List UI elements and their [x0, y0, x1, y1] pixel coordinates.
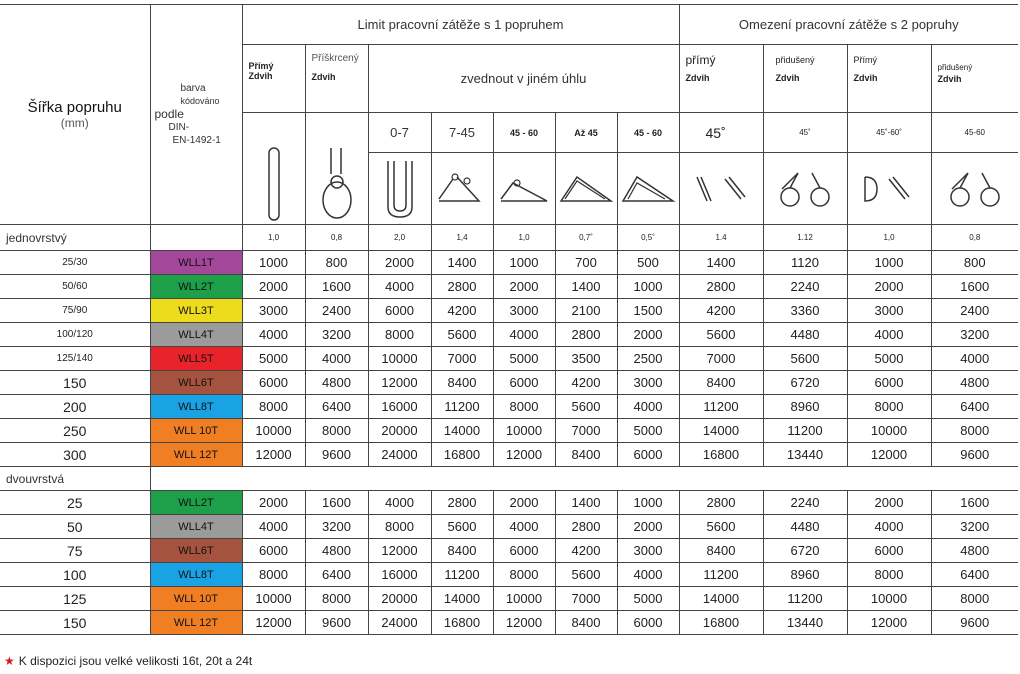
value-cell: 6000 [847, 539, 931, 563]
value-cell: 12000 [368, 539, 431, 563]
value-cell: 5600 [679, 515, 763, 539]
value-cell: 1600 [931, 491, 1018, 515]
value-cell: 7000 [431, 347, 493, 371]
value-cell: 6400 [305, 563, 368, 587]
value-cell: 5000 [617, 419, 679, 443]
color-label-5: EN-1492-1 [172, 135, 221, 146]
value-cell: 8000 [493, 563, 555, 587]
value-cell: 16800 [679, 611, 763, 635]
value-cell: 4000 [931, 347, 1018, 371]
value-cell: 2400 [305, 299, 368, 323]
value-cell: 2000 [242, 491, 305, 515]
g2-angle-1: 45˚ [763, 113, 847, 153]
factor-cell: 1.4 [679, 225, 763, 251]
value-cell: 6720 [763, 371, 847, 395]
color-label-4: DIN- [168, 122, 190, 133]
color-code-cell: WLL6T [150, 371, 242, 395]
value-cell: 4000 [368, 491, 431, 515]
value-cell: 1000 [617, 275, 679, 299]
color-code-cell: WLL 10T [150, 419, 242, 443]
table-row [0, 275, 1018, 299]
value-cell: 500 [617, 251, 679, 275]
value-cell: 3000 [242, 299, 305, 323]
table-row [0, 395, 1018, 419]
value-cell: 7000 [555, 587, 617, 611]
factor-cell: 1,0 [493, 225, 555, 251]
color-label-1: barva [180, 83, 206, 94]
value-cell: 10000 [493, 587, 555, 611]
width-cell: 125/140 [0, 347, 150, 371]
value-cell: 1400 [679, 251, 763, 275]
value-cell: 3500 [555, 347, 617, 371]
value-cell: 3200 [305, 323, 368, 347]
width-cell: 25 [0, 491, 150, 515]
value-cell: 8400 [555, 443, 617, 467]
basket-vertical-icon [368, 153, 431, 225]
value-cell: 1000 [617, 491, 679, 515]
value-cell: 4000 [847, 515, 931, 539]
value-cell: 6000 [242, 371, 305, 395]
value-cell: 2800 [431, 491, 493, 515]
basket-angle-icon [493, 153, 555, 225]
value-cell: 2800 [555, 323, 617, 347]
value-cell: 4480 [763, 323, 847, 347]
value-cell: 12000 [493, 611, 555, 635]
color-code-cell: WLL 12T [150, 443, 242, 467]
width-label: Šířka popruhu [27, 99, 122, 116]
value-cell: 1120 [763, 251, 847, 275]
value-cell: 1600 [305, 491, 368, 515]
value-cell: 10000 [847, 419, 931, 443]
g2-angle-3: 45-60 [931, 113, 1018, 153]
value-cell: 3200 [305, 515, 368, 539]
width-cell: 100/120 [0, 323, 150, 347]
table-row [0, 515, 1018, 539]
value-cell: 5000 [617, 587, 679, 611]
value-cell: 4800 [305, 539, 368, 563]
value-cell: 3360 [763, 299, 847, 323]
value-cell: 12000 [847, 443, 931, 467]
value-cell: 1000 [242, 251, 305, 275]
color-label-3: podle [154, 107, 184, 121]
value-cell: 8000 [305, 419, 368, 443]
value-cell: 5600 [555, 563, 617, 587]
color-label-2: kódováno [180, 96, 220, 106]
value-cell: 6000 [368, 299, 431, 323]
value-cell: 9600 [305, 611, 368, 635]
width-cell: 75 [0, 539, 150, 563]
value-cell: 2500 [617, 347, 679, 371]
value-cell: 2000 [847, 275, 931, 299]
angle-label-0: 0-7 [368, 113, 431, 153]
width-cell: 50 [0, 515, 150, 539]
triangle-basket-icon [617, 153, 679, 225]
color-code-cell: WLL1T [150, 251, 242, 275]
g1-choked-header: Příškrcený Zdvih [305, 45, 368, 113]
value-cell: 700 [555, 251, 617, 275]
double-layer-blank [150, 467, 1018, 491]
g2-c3-header: Přímý Zdvih [847, 45, 931, 113]
value-cell: 24000 [368, 443, 431, 467]
value-cell: 14000 [431, 419, 493, 443]
factor-row [0, 225, 1018, 251]
value-cell: 4200 [431, 299, 493, 323]
color-code-cell: WLL4T [150, 323, 242, 347]
width-unit: (mm) [60, 116, 89, 130]
value-cell: 8400 [679, 371, 763, 395]
g1-angle-header: zvednout v jiném úhlu [368, 45, 679, 113]
value-cell: 8960 [763, 563, 847, 587]
value-cell: 4000 [847, 323, 931, 347]
color-code-cell: WLL 12T [150, 611, 242, 635]
value-cell: 2800 [679, 491, 763, 515]
g2-angle-0: 45˚ [679, 113, 763, 153]
g2-c4-header: přidušený Zdvih [931, 45, 1018, 113]
factor-label: jednovrstvý [0, 225, 150, 251]
value-cell: 4800 [305, 371, 368, 395]
value-cell: 800 [305, 251, 368, 275]
two-leg-straight-icon [847, 153, 931, 225]
value-cell: 20000 [368, 419, 431, 443]
footnote-text: K dispozici jsou velké velikosti 16t, 20t a 24t [18, 654, 253, 668]
table-row [0, 491, 1018, 515]
value-cell: 1400 [555, 275, 617, 299]
value-cell: 5600 [431, 515, 493, 539]
value-cell: 2000 [493, 275, 555, 299]
value-cell: 1000 [493, 251, 555, 275]
value-cell: 4800 [931, 371, 1018, 395]
value-cell: 6000 [617, 443, 679, 467]
value-cell: 20000 [368, 587, 431, 611]
factor-cell: 0,8 [305, 225, 368, 251]
value-cell: 4200 [555, 539, 617, 563]
value-cell: 6000 [847, 371, 931, 395]
g2-c2-header: přidušený Zdvih [763, 45, 847, 113]
value-cell: 4480 [763, 515, 847, 539]
value-cell: 12000 [493, 443, 555, 467]
value-cell: 11200 [431, 563, 493, 587]
value-cell: 2000 [242, 275, 305, 299]
angle-label-1: 7-45 [431, 113, 493, 153]
value-cell: 2000 [617, 515, 679, 539]
value-cell: 5000 [493, 347, 555, 371]
value-cell: 14000 [679, 419, 763, 443]
value-cell: 12000 [242, 611, 305, 635]
width-cell: 75/90 [0, 299, 150, 323]
two-leg-straight-icon [679, 153, 763, 225]
width-cell: 125 [0, 587, 150, 611]
value-cell: 6000 [493, 371, 555, 395]
value-cell: 2800 [431, 275, 493, 299]
value-cell: 10000 [368, 347, 431, 371]
value-cell: 12000 [368, 371, 431, 395]
g2-c1-header: přímý Zdvih [679, 45, 763, 113]
table-row [0, 419, 1018, 443]
color-header [150, 5, 242, 225]
basket-angle-icon [431, 153, 493, 225]
value-cell: 8000 [242, 395, 305, 419]
value-cell: 6720 [763, 539, 847, 563]
color-code-cell: WLL3T [150, 299, 242, 323]
value-cell: 11200 [679, 563, 763, 587]
value-cell: 2240 [763, 491, 847, 515]
factor-cell: 1,0 [242, 225, 305, 251]
color-code-cell: WLL 10T [150, 587, 242, 611]
value-cell: 8400 [431, 539, 493, 563]
value-cell: 16800 [431, 443, 493, 467]
width-cell: 200 [0, 395, 150, 419]
value-cell: 8000 [847, 395, 931, 419]
value-cell: 4200 [555, 371, 617, 395]
value-cell: 11200 [763, 419, 847, 443]
value-cell: 8000 [931, 419, 1018, 443]
value-cell: 8000 [305, 587, 368, 611]
value-cell: 4200 [679, 299, 763, 323]
factor-cell: 1,4 [431, 225, 493, 251]
table-row [0, 587, 1018, 611]
double-layer-label: dvouvrstvá [0, 467, 150, 491]
value-cell: 3200 [931, 323, 1018, 347]
factor-blank [150, 225, 242, 251]
factor-cell: 0,7˚ [555, 225, 617, 251]
value-cell: 16000 [368, 563, 431, 587]
table-row [0, 299, 1018, 323]
group-2-title: Omezení pracovní zátěže s 2 popruhy [679, 5, 1018, 45]
value-cell: 3000 [617, 539, 679, 563]
value-cell: 16000 [368, 395, 431, 419]
factor-cell: 1,0 [847, 225, 931, 251]
value-cell: 9600 [305, 443, 368, 467]
value-cell: 7000 [679, 347, 763, 371]
value-cell: 2800 [679, 275, 763, 299]
width-cell: 25/30 [0, 251, 150, 275]
value-cell: 2000 [617, 323, 679, 347]
choke-hitch-icon [305, 113, 368, 225]
value-cell: 2240 [763, 275, 847, 299]
value-cell: 8000 [368, 515, 431, 539]
value-cell: 5600 [555, 395, 617, 419]
value-cell: 7000 [555, 419, 617, 443]
value-cell: 8400 [679, 539, 763, 563]
table-row [0, 539, 1018, 563]
value-cell: 2100 [555, 299, 617, 323]
value-cell: 8400 [431, 371, 493, 395]
color-code-cell: WLL4T [150, 515, 242, 539]
straight-loop-icon [242, 113, 305, 225]
g2-angle-2: 45˚-60˚ [847, 113, 931, 153]
value-cell: 14000 [679, 587, 763, 611]
value-cell: 4000 [493, 323, 555, 347]
value-cell: 14000 [431, 587, 493, 611]
value-cell: 1500 [617, 299, 679, 323]
value-cell: 1000 [847, 251, 931, 275]
color-code-cell: WLL8T [150, 563, 242, 587]
angle-label-3: Až 45 [555, 113, 617, 153]
value-cell: 3000 [847, 299, 931, 323]
factor-cell: 1.12 [763, 225, 847, 251]
group-1-title: Limit pracovní zátěže s 1 popruhem [242, 5, 679, 45]
value-cell: 1600 [305, 275, 368, 299]
value-cell: 13440 [763, 611, 847, 635]
value-cell: 4000 [305, 347, 368, 371]
width-cell: 50/60 [0, 275, 150, 299]
factor-cell: 0,8 [931, 225, 1018, 251]
value-cell: 13440 [763, 443, 847, 467]
value-cell: 12000 [847, 611, 931, 635]
value-cell: 5000 [847, 347, 931, 371]
width-header [0, 5, 150, 225]
value-cell: 5600 [679, 323, 763, 347]
value-cell: 3000 [617, 371, 679, 395]
value-cell: 4000 [617, 395, 679, 419]
value-cell: 8000 [242, 563, 305, 587]
two-leg-choke-icon [763, 153, 847, 225]
value-cell: 4000 [617, 563, 679, 587]
value-cell: 5600 [763, 347, 847, 371]
value-cell: 2800 [555, 515, 617, 539]
two-leg-choke-icon [931, 153, 1018, 225]
value-cell: 4000 [242, 515, 305, 539]
star-icon: ★ [4, 654, 15, 668]
color-code-cell: WLL5T [150, 347, 242, 371]
color-code-cell: WLL2T [150, 491, 242, 515]
g1-straight-header: Přímý Zdvih [242, 45, 305, 113]
value-cell: 8000 [931, 587, 1018, 611]
single-layer-rows [0, 251, 1018, 467]
value-cell: 2400 [931, 299, 1018, 323]
value-cell: 5600 [431, 323, 493, 347]
value-cell: 6400 [931, 563, 1018, 587]
value-cell: 10000 [493, 419, 555, 443]
load-table [0, 4, 1018, 635]
value-cell: 4000 [368, 275, 431, 299]
triangle-basket-icon [555, 153, 617, 225]
value-cell: 10000 [847, 587, 931, 611]
width-cell: 100 [0, 563, 150, 587]
value-cell: 1400 [555, 491, 617, 515]
value-cell: 6400 [931, 395, 1018, 419]
value-cell: 16800 [431, 611, 493, 635]
value-cell: 9600 [931, 611, 1018, 635]
factor-cell: 0,5˚ [617, 225, 679, 251]
width-cell: 300 [0, 443, 150, 467]
double-layer-header-row [0, 467, 1018, 491]
value-cell: 3000 [493, 299, 555, 323]
value-cell: 11200 [431, 395, 493, 419]
value-cell: 6000 [242, 539, 305, 563]
value-cell: 2000 [368, 251, 431, 275]
table-row [0, 443, 1018, 467]
value-cell: 10000 [242, 587, 305, 611]
value-cell: 11200 [679, 395, 763, 419]
color-code-cell: WLL2T [150, 275, 242, 299]
angle-label-2: 45 - 60 [493, 113, 555, 153]
width-cell: 150 [0, 371, 150, 395]
value-cell: 3200 [931, 515, 1018, 539]
footnote [4, 654, 252, 668]
value-cell: 4000 [493, 515, 555, 539]
color-code-cell: WLL6T [150, 539, 242, 563]
table-row [0, 347, 1018, 371]
value-cell: 2000 [493, 491, 555, 515]
width-cell: 250 [0, 419, 150, 443]
value-cell: 1400 [431, 251, 493, 275]
value-cell: 12000 [242, 443, 305, 467]
value-cell: 8000 [493, 395, 555, 419]
table-row [0, 611, 1018, 635]
value-cell: 800 [931, 251, 1018, 275]
value-cell: 16800 [679, 443, 763, 467]
factor-cell: 2,0 [368, 225, 431, 251]
value-cell: 6400 [305, 395, 368, 419]
table-row [0, 323, 1018, 347]
value-cell: 6000 [617, 611, 679, 635]
value-cell: 5000 [242, 347, 305, 371]
double-layer-rows [0, 491, 1018, 635]
value-cell: 1600 [931, 275, 1018, 299]
value-cell: 11200 [763, 587, 847, 611]
value-cell: 8960 [763, 395, 847, 419]
value-cell: 8000 [368, 323, 431, 347]
table-row [0, 251, 1018, 275]
value-cell: 9600 [931, 443, 1018, 467]
value-cell: 4000 [242, 323, 305, 347]
value-cell: 10000 [242, 419, 305, 443]
value-cell: 6000 [493, 539, 555, 563]
table-row [0, 371, 1018, 395]
value-cell: 8400 [555, 611, 617, 635]
table-row [0, 563, 1018, 587]
value-cell: 2000 [847, 491, 931, 515]
value-cell: 8000 [847, 563, 931, 587]
color-code-cell: WLL8T [150, 395, 242, 419]
value-cell: 4800 [931, 539, 1018, 563]
angle-label-4: 45 - 60 [617, 113, 679, 153]
value-cell: 24000 [368, 611, 431, 635]
width-cell: 150 [0, 611, 150, 635]
